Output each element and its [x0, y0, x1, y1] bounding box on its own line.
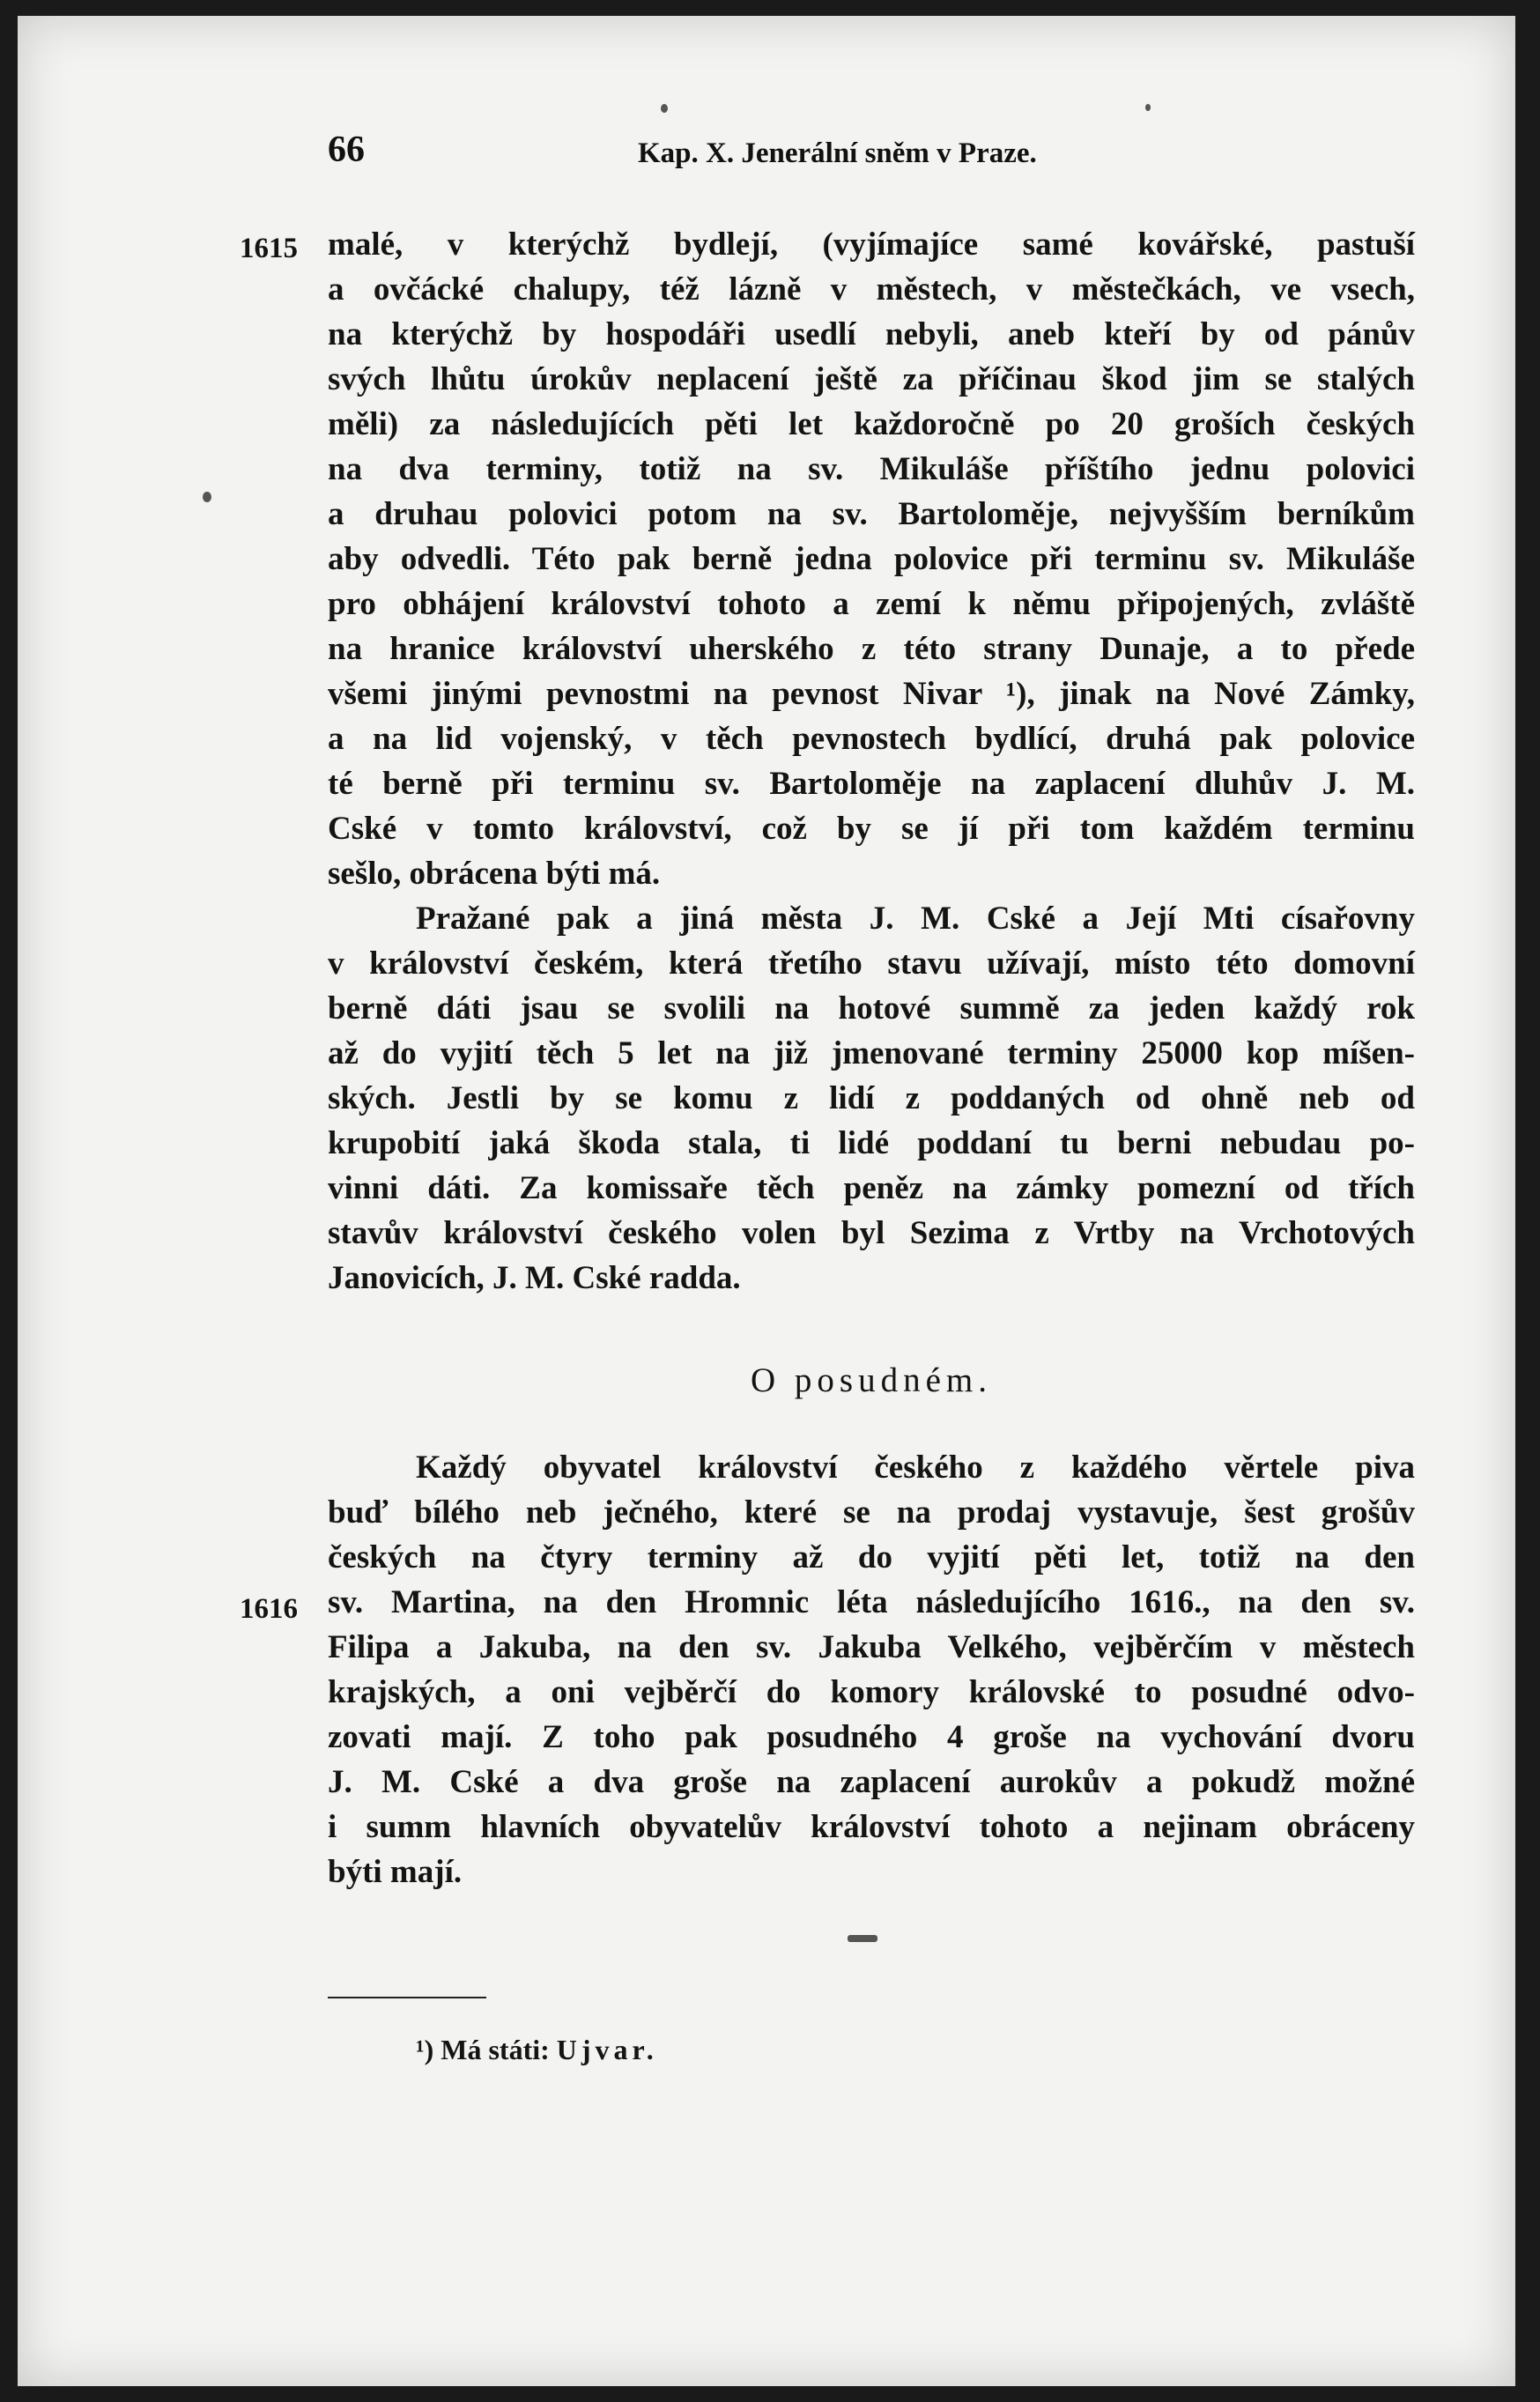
text-line: té berně při terminu sv. Bartoloměje na zaplacení dluhův J. M. [328, 766, 1415, 802]
text-line: na hranice království uherského z této strany Dunaje, a to přede [328, 631, 1415, 667]
book-page [18, 16, 1515, 2386]
text-line: zovati mají. Z toho pak posudného 4 groše na vychování dvoru [328, 1719, 1415, 1755]
ink-speck [203, 492, 211, 502]
footnote-word: Ujvar. [556, 2034, 658, 2065]
text-line: všemi jinými pevnostmi na pevnost Nivar ¹), jinak na Nové Zámky, [328, 676, 1415, 712]
text-line: krajských, a oni vejběrčí do komory královské to posudné odvo- [328, 1674, 1415, 1710]
text-line: J. M. Cské a dva groše na zaplacení aurokův a pokudž možné [328, 1764, 1415, 1800]
text-line: na dva terminy, totiž na sv. Mikuláše příštího jednu polovici [328, 451, 1415, 487]
text-line: buď bílého neb ječného, které se na prodaj vystavuje, šest grošův [328, 1494, 1415, 1531]
footnote-marker: ¹) Má státi: [416, 2034, 550, 2065]
text-line: Každý obyvatel království českého z každého věrtele piva [416, 1449, 1415, 1486]
ink-speck [848, 1935, 877, 1942]
text-line: berně dáti jsau se svolili na hotové summě za jeden každý rok [328, 990, 1415, 1027]
text-line: stavův království českého volen byl Sezima z Vrtby na Vrchotových [328, 1215, 1415, 1251]
page-number: 66 [328, 130, 365, 170]
text-line: pro obhájení království tohoto a zemí k němu připojených, zvláště [328, 586, 1415, 622]
text-line: na kterýchž by hospodáři usedlí nebyli, aneb kteří by od pánův [328, 316, 1415, 352]
margin-year-1616: 1616 [240, 1593, 298, 1625]
text-line: v království českém, která třetího stavu užívají, místo této domovní [328, 945, 1415, 982]
margin-year-1615: 1615 [240, 233, 298, 264]
text-line: vinni dáti. Za komissaře těch peněz na zámky pomezní od třích [328, 1170, 1415, 1206]
text-line: svých lhůtu úrokův neplacení ještě za příčinau škod jim se stalých [328, 361, 1415, 397]
text-line: až do vyjití těch 5 let na již jmenované terminy 25000 kop míšen- [328, 1035, 1415, 1071]
footnote-rule [328, 1997, 486, 1998]
ink-speck [1145, 104, 1151, 111]
text-line: Janovicích, J. M. Cské radda. [328, 1260, 741, 1296]
text-line: a ovčácké chalupy, též lázně v městech, v městečkách, ve vsech, [328, 271, 1415, 308]
text-line: a druhau polovici potom na sv. Bartoloměje, nejvyšším berníkům [328, 496, 1415, 532]
text-line: sv. Martina, na den Hromnic léta následujícího 1616., na den sv. [328, 1584, 1415, 1620]
footnote [416, 2034, 658, 2066]
text-line: býti mají. [328, 1854, 463, 1890]
text-line: krupobití jaká škoda stala, ti lidé poddaní tu berni nebudau po- [328, 1125, 1415, 1161]
ink-speck [661, 104, 668, 113]
text-line: českých na čtyry terminy až do vyjití pěti let, totiž na den [328, 1539, 1415, 1575]
text-line: a na lid vojenský, v těch pevnostech bydlící, druhá pak polovice [328, 721, 1415, 757]
text-line: Filipa a Jakuba, na den sv. Jakuba Velkého, vejběrčím v městech [328, 1629, 1415, 1665]
text-line: Cské v tomto království, což by se jí při tom každém terminu [328, 811, 1415, 847]
text-line: i summ hlavních obyvatelův království tohoto a nejinam obráceny [328, 1809, 1415, 1845]
text-line: sešlo, obrácena býti má. [328, 856, 661, 892]
text-line: měli) za následujících pěti let každoročně po 20 groších českých [328, 406, 1415, 442]
text-line: aby odvedli. Této pak berně jedna polovice při terminu sv. Mikuláše [328, 541, 1415, 577]
text-line: malé, v kterýchž bydlejí, (vyjímajíce samé kovářské, pastuší [328, 226, 1415, 263]
text-line: ských. Jestli by se komu z lidí z poddaných od ohně neb od [328, 1080, 1415, 1116]
running-head: Kap. X. Jenerální sněm v Praze. [638, 137, 1037, 169]
text-line: Pražané pak a jiná města J. M. Cské a Její Mti císařovny [416, 901, 1415, 937]
page-header [328, 129, 1415, 182]
section-heading: O posudném. [751, 1361, 992, 1399]
